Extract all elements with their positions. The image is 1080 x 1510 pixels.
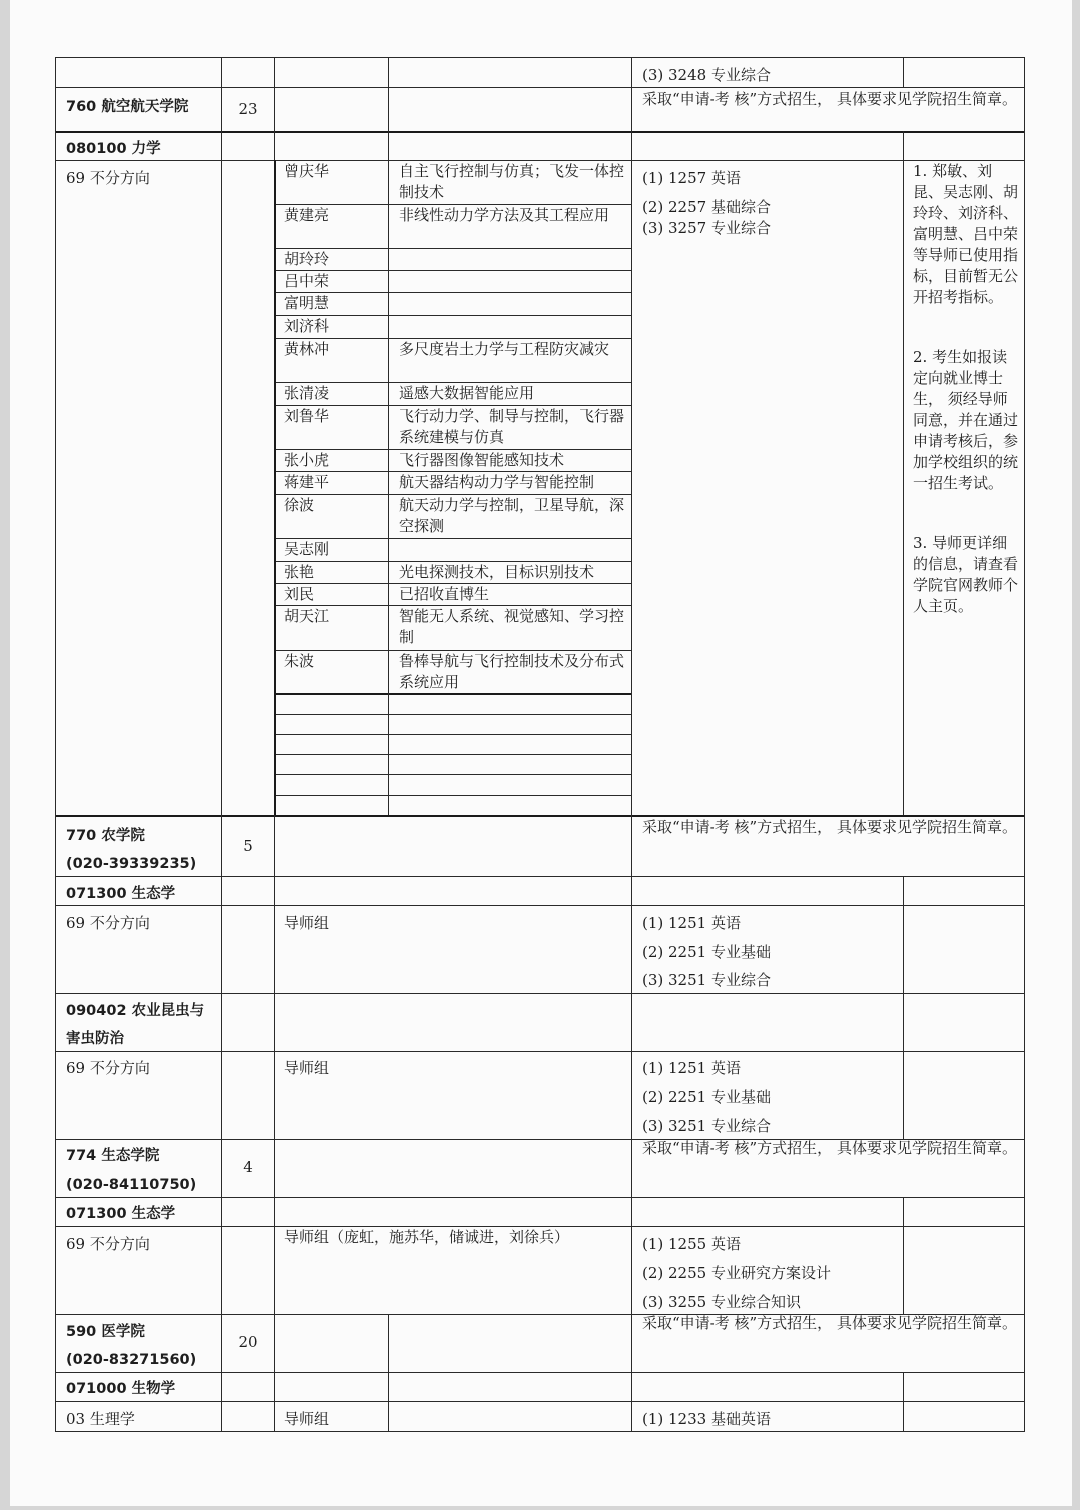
- rule: [55, 1051, 1025, 1052]
- remark: 3. 导师更详细的信息，请查看学院官网教师个人主页。: [913, 534, 1019, 615]
- advisor-name: 张小虎: [284, 451, 330, 469]
- major-name: 080100 力学: [66, 141, 161, 157]
- rule: [274, 714, 631, 715]
- rule: [55, 876, 1025, 877]
- advisor-research-field: 非线性动力学方法及其工程应用: [399, 206, 610, 224]
- rule: [55, 1197, 1025, 1198]
- exam-subject: (1) 1233 基础英语: [642, 1410, 771, 1428]
- major-name: 071300 生态学: [66, 886, 176, 902]
- rule: [388, 57, 389, 160]
- advisor-research-field: 自主飞行控制与仿真；飞发一体控制技术: [399, 162, 625, 201]
- advisor-name: 张清凌: [284, 384, 330, 402]
- major-name: 害虫防治: [66, 1031, 124, 1047]
- advisor-name: 刘民: [284, 585, 315, 603]
- advisor-name: 导师组: [284, 1059, 330, 1077]
- enrollment-quota: 20: [238, 1333, 258, 1351]
- enrollment-quota: 23: [238, 100, 258, 118]
- research-direction: 69 不分方向: [66, 914, 150, 932]
- advisor-research-field: 智能无人系统、视觉感知、学习控制: [399, 607, 625, 646]
- rule: [903, 876, 904, 1139]
- rule: [903, 1372, 904, 1431]
- advisor-name: 导师组: [284, 914, 330, 932]
- rule: [55, 87, 1025, 88]
- advisor-name: 刘济科: [284, 317, 330, 335]
- exam-subject: (3) 3257 专业综合: [642, 219, 771, 237]
- rule: [55, 57, 56, 1431]
- rule: [1024, 57, 1025, 1431]
- admission-note: 采取“申请-考 核”方式招生， 具体要求见学院招生简章。: [642, 1139, 1017, 1157]
- remark: 1. 郑敏、刘昆、吴志刚、胡玲玲、刘济科、富明慧、吕中荣等导师已使用指标，目前暂无公开招考指标。: [913, 162, 1019, 306]
- rule: [631, 57, 632, 1431]
- admission-note: 采取“申请-考 核”方式招生， 具体要求见学院招生简章。: [642, 818, 1017, 836]
- rule: [903, 57, 904, 87]
- rule: [55, 905, 1025, 906]
- exam-subject: (3) 3251 专业综合: [642, 1117, 771, 1135]
- college-name: 770 农学院: [66, 828, 145, 844]
- college-phone: (020-39339235): [66, 856, 197, 872]
- advisor-name: 吴志刚: [284, 540, 330, 558]
- advisor-name: 张艳: [284, 563, 315, 581]
- college-name: 760 航空航天学院: [66, 99, 189, 115]
- advisor-name: 蒋建平: [284, 473, 330, 491]
- advisor-name: 曾庆华: [284, 162, 330, 180]
- advisor-research-field: 光电探测技术，目标识别技术: [399, 563, 595, 581]
- rule: [903, 1197, 904, 1314]
- advisor-research-field: 鲁棒导航与飞行控制技术及分布式系统应用: [399, 652, 625, 691]
- admission-note: 采取“申请-考 核”方式招生， 具体要求见学院招生简章。: [642, 1314, 1017, 1332]
- enrollment-quota: 5: [243, 837, 253, 855]
- college-phone: (020-83271560): [66, 1352, 197, 1368]
- exam-subject: (1) 1251 英语: [642, 914, 741, 932]
- rule: [274, 734, 631, 735]
- major-name: 071300 生态学: [66, 1206, 176, 1222]
- rule: [274, 160, 276, 815]
- admission-note: 采取“申请-考 核”方式招生， 具体要求见学院招生简章。: [642, 90, 1017, 108]
- rule: [55, 57, 1025, 58]
- rule: [274, 815, 275, 1431]
- major-name: 071000 生物学: [66, 1381, 176, 1397]
- advisor-research-field: 飞行动力学、制导与控制，飞行器系统建模与仿真: [399, 407, 625, 446]
- enrollment-quota: 4: [243, 1158, 253, 1176]
- advisor-research-field: 飞行器图像智能感知技术: [399, 451, 565, 469]
- rule: [55, 1372, 1025, 1373]
- rule: [55, 1401, 1025, 1402]
- college-name: 590 医学院: [66, 1324, 145, 1340]
- college-phone: (020-84110750): [66, 1177, 197, 1193]
- rule: [388, 1314, 389, 1431]
- advisor-name: 刘鲁华: [284, 407, 330, 425]
- document-sheet: [10, 0, 1072, 1506]
- advisor-name: 朱波: [284, 652, 315, 670]
- rule: [221, 57, 222, 815]
- research-direction: 69 不分方向: [66, 169, 150, 187]
- advisor-name: 徐波: [284, 496, 315, 514]
- advisor-name: 吕中荣: [284, 272, 330, 290]
- rule: [55, 131, 1025, 133]
- exam-subject: (3) 3251 专业综合: [642, 971, 771, 989]
- remark: 2. 考生如报读定向就业博士生， 须经导师同意，并在通过申请考核后，参加学校组织的统一招生考试。: [913, 348, 1019, 492]
- college-name: 774 生态学院: [66, 1148, 160, 1164]
- research-direction: 69 不分方向: [66, 1059, 150, 1077]
- rule: [55, 1431, 1025, 1432]
- exam-subject: (3) 3248 专业综合: [642, 66, 771, 84]
- rule: [274, 795, 631, 796]
- research-direction: 03 生理学: [66, 1410, 135, 1428]
- major-name: 090402 农业昆虫与: [66, 1003, 205, 1019]
- rule: [388, 160, 389, 815]
- advisor-name: 导师组: [284, 1410, 330, 1428]
- advisor-name: 富明慧: [284, 294, 330, 312]
- research-direction: 69 不分方向: [66, 1235, 150, 1253]
- exam-subject: (3) 3255 专业综合知识: [642, 1293, 801, 1311]
- advisor-research-field: 已招收直博生: [399, 585, 490, 603]
- exam-subject: (2) 2257 基础综合: [642, 198, 771, 216]
- rule: [274, 774, 631, 775]
- exam-subject: (1) 1257 英语: [642, 169, 741, 187]
- advisor-research-field: 航天器结构动力学与智能控制: [399, 473, 595, 491]
- advisor-research-field: 多尺度岩土力学与工程防灾减灾: [399, 340, 610, 358]
- rule: [55, 993, 1025, 994]
- advisor-name: 胡天江: [284, 607, 330, 625]
- exam-subject: (2) 2251 专业基础: [642, 943, 771, 961]
- rule: [274, 693, 631, 695]
- advisor-name: 胡玲玲: [284, 250, 330, 268]
- exam-subject: (2) 2251 专业基础: [642, 1088, 771, 1106]
- advisor-research-field: 遥感大数据智能应用: [399, 384, 535, 402]
- exam-subject: (1) 1255 英语: [642, 1235, 741, 1253]
- exam-subject: (1) 1251 英语: [642, 1059, 741, 1077]
- advisor-name: 黄建亮: [284, 206, 330, 224]
- advisor-name: 导师组（庞虹，施苏华，储诚进，刘徐兵）: [284, 1228, 570, 1246]
- advisor-name: 黄林冲: [284, 340, 330, 358]
- exam-subject: (2) 2255 专业研究方案设计: [642, 1264, 831, 1282]
- rule: [903, 131, 904, 815]
- rule: [274, 754, 631, 755]
- advisor-research-field: 航天动力学与控制，卫星导航，深空探测: [399, 496, 625, 535]
- rule: [274, 57, 275, 160]
